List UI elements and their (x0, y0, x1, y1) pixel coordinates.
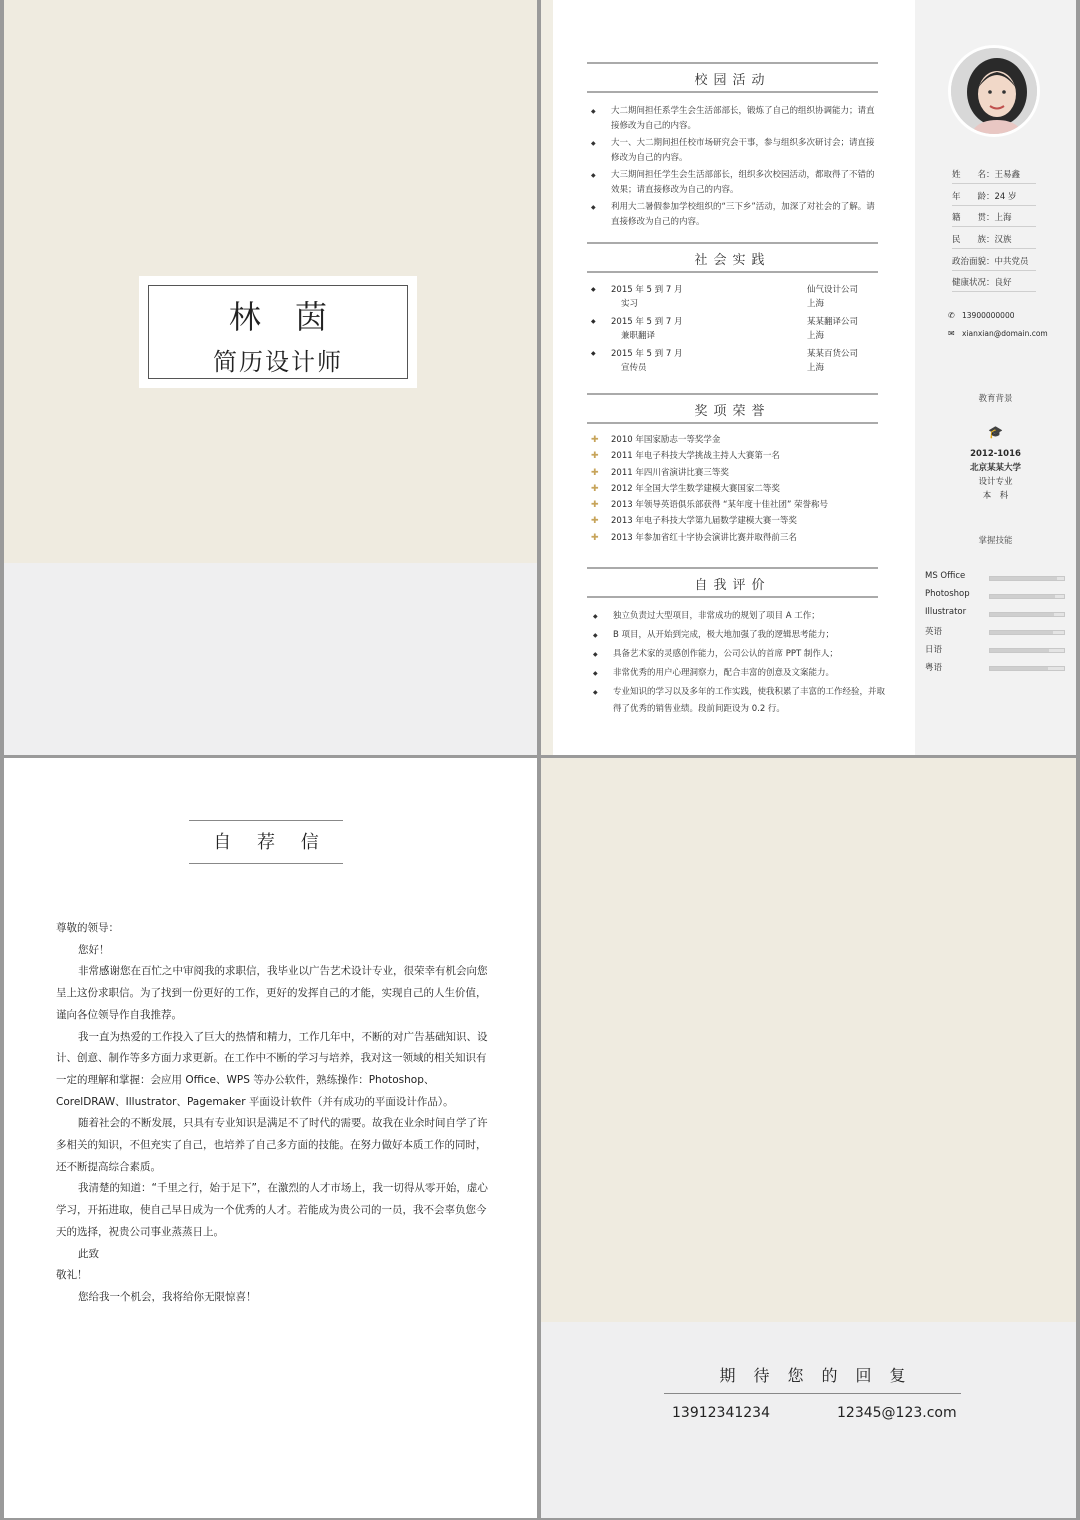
skills-heading: 掌握技能 (978, 536, 1013, 546)
email-text: xianxian@domain.com (962, 329, 1048, 338)
practice-role: 实习 (621, 299, 639, 309)
campus-list (591, 104, 881, 232)
list-item: ◆ 独立负责过大型项目，非常成功的规划了项目 A 工作； (593, 608, 893, 625)
skill-label: 日语 (925, 645, 943, 655)
education-block (915, 447, 1076, 503)
letter-paragraph: 非常感谢您在百忙之中审阅我的求职信，我毕业以广告艺术设计专业，很荣幸有机会向您呈上这份求职信。为了找到一份更好的工作，更好的发挥自己的才能，实现自己的人生价值，谨向各位领导作自我推荐。 (56, 965, 488, 1021)
self-eval-list (593, 608, 893, 720)
skill-bar (989, 612, 1065, 617)
back-page (541, 758, 1076, 1518)
info-politics: 政治面貌：中共党员 (952, 255, 1036, 271)
practice-role: 兼职翻译 (621, 331, 656, 341)
cover-page (4, 0, 537, 755)
cover-bottom-band (4, 563, 537, 755)
skill-row (925, 589, 1070, 603)
skill-row (925, 625, 1070, 639)
resume-main-column (553, 0, 915, 755)
skill-bar (989, 666, 1065, 671)
skill-bar (989, 576, 1065, 581)
cover-card (139, 276, 417, 388)
phone-icon: ✆ (948, 311, 955, 320)
list-item: ◆ 非常优秀的用户心理洞察力，配合丰富的创意及文案能力。 (593, 665, 893, 682)
info-name: 姓 名：王易鑫 (952, 168, 1036, 184)
list-item: ✚ 2010 年国家励志一等奖学金 (591, 432, 881, 448)
skill-label: 粤语 (925, 663, 943, 673)
edu-years: 2012-1016 (970, 449, 1021, 459)
cover-frame (148, 285, 408, 379)
list-item: ◆ 专业知识的学习以及多年的工作实践，使我积累了丰富的工作经验，并取得了优秀的销售业绩。段前间距设为 0.2 行。 (593, 684, 893, 718)
letter-paragraph: 我一直为热爱的工作投入了巨大的热情和精力，工作几年中，不断的对广告基础知识、设计、创意、制作等多方面力求更新。在工作中不断的学习与培养，我对这一领域的相关知识有一定的理解和掌握：会应用 Office、WPS 等办公软件，熟练操作：Photoshop、CorelDRAW、Illustrator、Pagemaker 平面设计软件（并有成功的平面设计作品）。 (56, 1030, 488, 1108)
list-item: ✚ 2013 年领导英语俱乐部获得 “某年度十佳社团” 荣誉称号 (591, 497, 881, 513)
letter-body (56, 918, 488, 1309)
skill-row (925, 643, 1070, 657)
skill-row (925, 607, 1070, 621)
skill-bar (989, 648, 1065, 653)
practice-company: 某某翻译公司 (807, 317, 859, 327)
edu-heading: 教育背景 (978, 394, 1013, 404)
skill-bar (989, 594, 1065, 599)
back-bottom-band (541, 1322, 1076, 1518)
section-title-campus: 校园活动 (587, 62, 878, 93)
skill-bar-fill (990, 649, 1049, 652)
practice-company: 某某百货公司 (807, 349, 859, 359)
phone-text: 13900000000 (962, 311, 1015, 320)
skill-label: Photoshop (925, 589, 970, 599)
list-item: ◆ 利用大二暑假参加学校组织的“三下乡”活动，加深了对社会的了解。请直接修改为自己的内容。 (591, 200, 881, 230)
resume-sidebar (915, 0, 1076, 755)
awards-list (591, 432, 881, 546)
skill-row (925, 571, 1070, 585)
letter-greeting: 尊敬的领导： (56, 922, 119, 934)
skill-bar-fill (990, 577, 1057, 580)
list-item: ✚ 2012 年全国大学生数学建模大赛国家二等奖 (591, 481, 881, 497)
final-email: 12345@123.com (837, 1405, 957, 1421)
letter-paragraph: 随着社会的不断发展，只具有专业知识是满足不了时代的需要。故我在业余时间自学了许多相关的知识，不但充实了自己，也培养了自己多方面的技能。在努力做好本质工作的同时，还不断提高综合素质。 (56, 1117, 488, 1173)
list-item: ◆ B 项目，从开始到完成，极大地加强了我的逻辑思考能力； (593, 627, 893, 644)
letter-heading: 自 荐 信 (189, 820, 343, 864)
avatar (948, 45, 1040, 137)
list-item: ◆ 大三期间担任学生会生活部部长，组织多次校园活动，都取得了不错的效果；请直接修改为自己的内容。 (591, 168, 881, 198)
practice-location: 上海 (807, 331, 825, 341)
list-item: ✚ 2013 年电子科技大学第九届数学建模大赛一等奖 (591, 513, 881, 529)
info-health: 健康状况：良好 (952, 276, 1036, 292)
edu-major: 设计专业 (978, 477, 1013, 487)
practice-date: ◆ 2015 年 5 到 7 月 (611, 347, 682, 361)
section-title-practice: 社会实践 (587, 242, 878, 273)
practice-date: ◆ 2015 年 5 到 7 月 (611, 315, 682, 329)
skill-bar-fill (990, 613, 1054, 616)
list-item: ◆ 具备艺术家的灵感创作能力，公司公认的首席 PPT 制作人； (593, 646, 893, 663)
practice-location: 上海 (807, 299, 825, 309)
list-item: ✚ 2013 年参加省红十字协会演讲比赛并取得前三名 (591, 530, 881, 546)
skill-bar-fill (990, 667, 1048, 670)
practice-location: 上海 (807, 363, 825, 373)
skill-row (925, 661, 1070, 675)
cover-title: 简历设计师 (213, 348, 343, 376)
skill-label: 英语 (925, 627, 943, 637)
info-age: 年 龄：24 岁 (952, 190, 1036, 206)
edu-school: 北京某某大学 (969, 463, 1021, 473)
practice-role: 宣传员 (621, 363, 647, 373)
letter-paragraph: 我清楚的知道：“千里之行，始于足下”，在激烈的人才市场上，我一切得从零开始，虚心学习，开拓进取，使自己早日成为一个优秀的人才。若能成为贵公司的一员，我不会辜负您今天的选择，祝贵公司事业蒸蒸日上。 (56, 1182, 488, 1238)
thanks-heading: 期待您的回复 (719, 1366, 924, 1385)
skill-bar (989, 630, 1065, 635)
divider (664, 1393, 961, 1394)
skill-label: Illustrator (925, 607, 967, 617)
section-title-self: 自我评价 (587, 567, 878, 598)
section-title-awards: 奖项荣誉 (587, 393, 878, 424)
letter-hello: 您好！ (78, 943, 110, 956)
info-hometown: 籍 贯：上海 (952, 211, 1036, 227)
practice-date: ◆ 2015 年 5 到 7 月 (611, 283, 682, 297)
practice-company: 仙气设计公司 (807, 285, 859, 295)
resume-page (541, 0, 1076, 755)
info-ethnicity: 民 族：汉族 (952, 233, 1036, 249)
mail-icon: ✉ (948, 329, 955, 338)
letter-closing-2: 敬礼！ (56, 1269, 88, 1282)
list-item: ✚ 2011 年四川省演讲比赛三等奖 (591, 465, 881, 481)
skill-label: MS Office (925, 571, 966, 581)
final-phone: 13912341234 (672, 1405, 770, 1421)
edu-degree: 本 科 (982, 491, 1009, 501)
list-item: ✚ 2011 年电子科技大学挑战主持人大赛第一名 (591, 448, 881, 464)
cover-name: 林 茵 (228, 298, 340, 336)
cover-letter-page (4, 758, 537, 1518)
skill-bar-fill (990, 631, 1053, 634)
skill-bar-fill (990, 595, 1055, 598)
contact-email (948, 329, 1048, 338)
list-item: ◆ 大二期间担任系学生会生活部部长，锻炼了自己的组织协调能力；请直接修改为自己的内容。 (591, 104, 881, 134)
letter-closing-1: 此致 (78, 1247, 99, 1260)
contact-phone (948, 311, 1015, 320)
letter-ps: 您给我一个机会，我将给你无限惊喜！ (78, 1290, 257, 1303)
list-item: ◆ 大一、大二期间担任校市场研究会干事，参与组织多次研讨会；请直接修改为自己的内容。 (591, 136, 881, 166)
graduation-cap-icon: 🎓 (988, 425, 1003, 439)
